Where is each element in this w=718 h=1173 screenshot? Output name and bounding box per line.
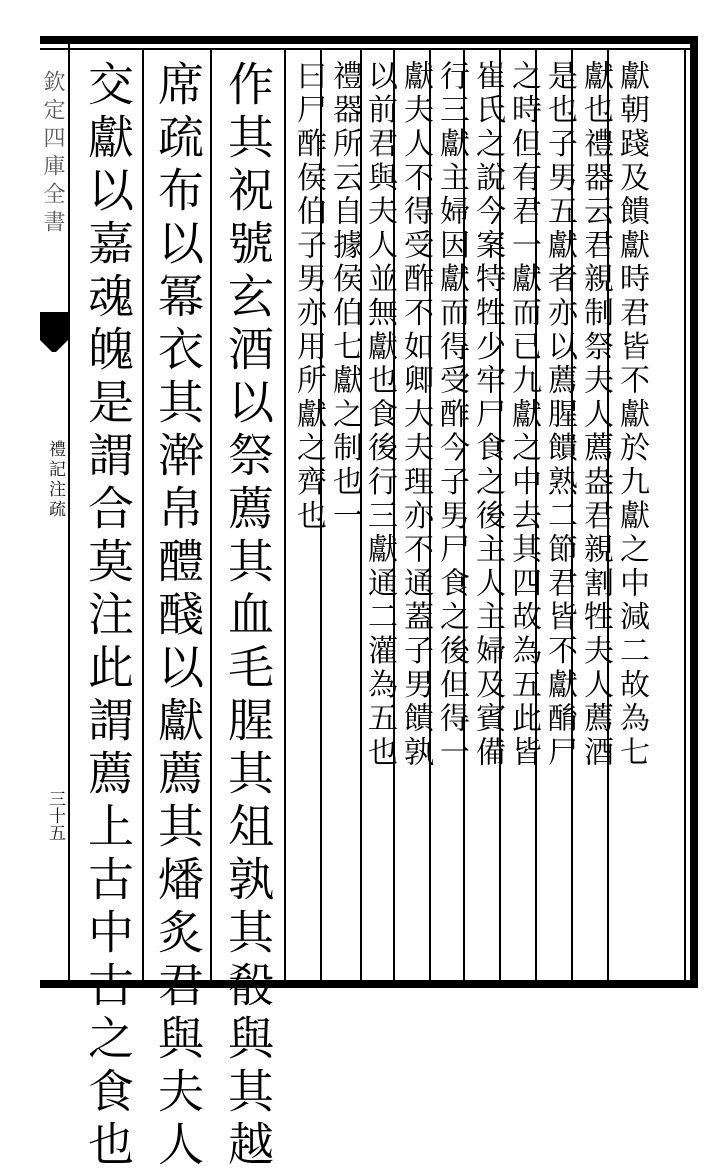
frame-right-inner-border — [684, 48, 686, 980]
margin-rule — [68, 44, 70, 984]
commentary-column-6: 行三獻主婦因獻而得受酢今子男尸食之後但得一 — [434, 60, 469, 770]
margin-book-name: 禮記注疏 — [45, 440, 65, 520]
commentary-column-10: 曰尸酢侯伯子男亦用所獻之齊也 — [291, 60, 326, 534]
column-separator — [284, 50, 286, 980]
commentary-column-3: 是也子男五獻者亦以薦腥饋熟二節君皆不獻酳尸 — [542, 60, 577, 770]
fishtail-notch — [40, 340, 68, 354]
commentary-column-5: 崔氏之說今案特牲少牢尸食之後主人主婦及賓備 — [470, 60, 505, 770]
column-separator — [142, 50, 144, 980]
frame-right-border — [690, 36, 698, 988]
frame-bottom-border — [40, 980, 698, 988]
commentary-column-1: 獻朝踐及饋獻時君皆不獻於九獻之中減二故為七 — [614, 60, 649, 770]
commentary-column-9: 禮器所云自據侯伯七獻之制也一 — [327, 60, 362, 534]
margin-collection-title: 欽定四庫全書 — [40, 70, 65, 238]
frame-top-inner-border — [40, 48, 698, 50]
commentary-column-7: 獻夫人不得受酢不如卿大夫理亦不通蓋子男饋孰 — [398, 60, 433, 770]
commentary-column-8: 以前君與夫人並無獻也食後行三獻通二灌為五也 — [362, 60, 397, 770]
main-text-column-3: 交獻以嘉魂魄是謂合莫注此謂薦上古中古之食也 — [81, 60, 135, 1173]
main-text-column-2: 席疏布以冪衣其澣帛醴醆以獻薦其燔炙君與夫人 — [151, 60, 205, 1173]
frame-top-border — [40, 36, 698, 44]
margin-page-number: 三十五 — [45, 790, 65, 841]
column-separator — [210, 50, 212, 980]
main-text-column-1: 作其祝號玄酒以祭薦其血毛腥其俎孰其殽與其越 — [221, 60, 275, 1173]
commentary-column-2: 獻也禮器云君親制祭夫人薦盎君親割牲夫人薦酒 — [578, 60, 613, 770]
commentary-column-4: 之時但有君一獻而已九獻之中去其四故為五此皆 — [506, 60, 541, 770]
